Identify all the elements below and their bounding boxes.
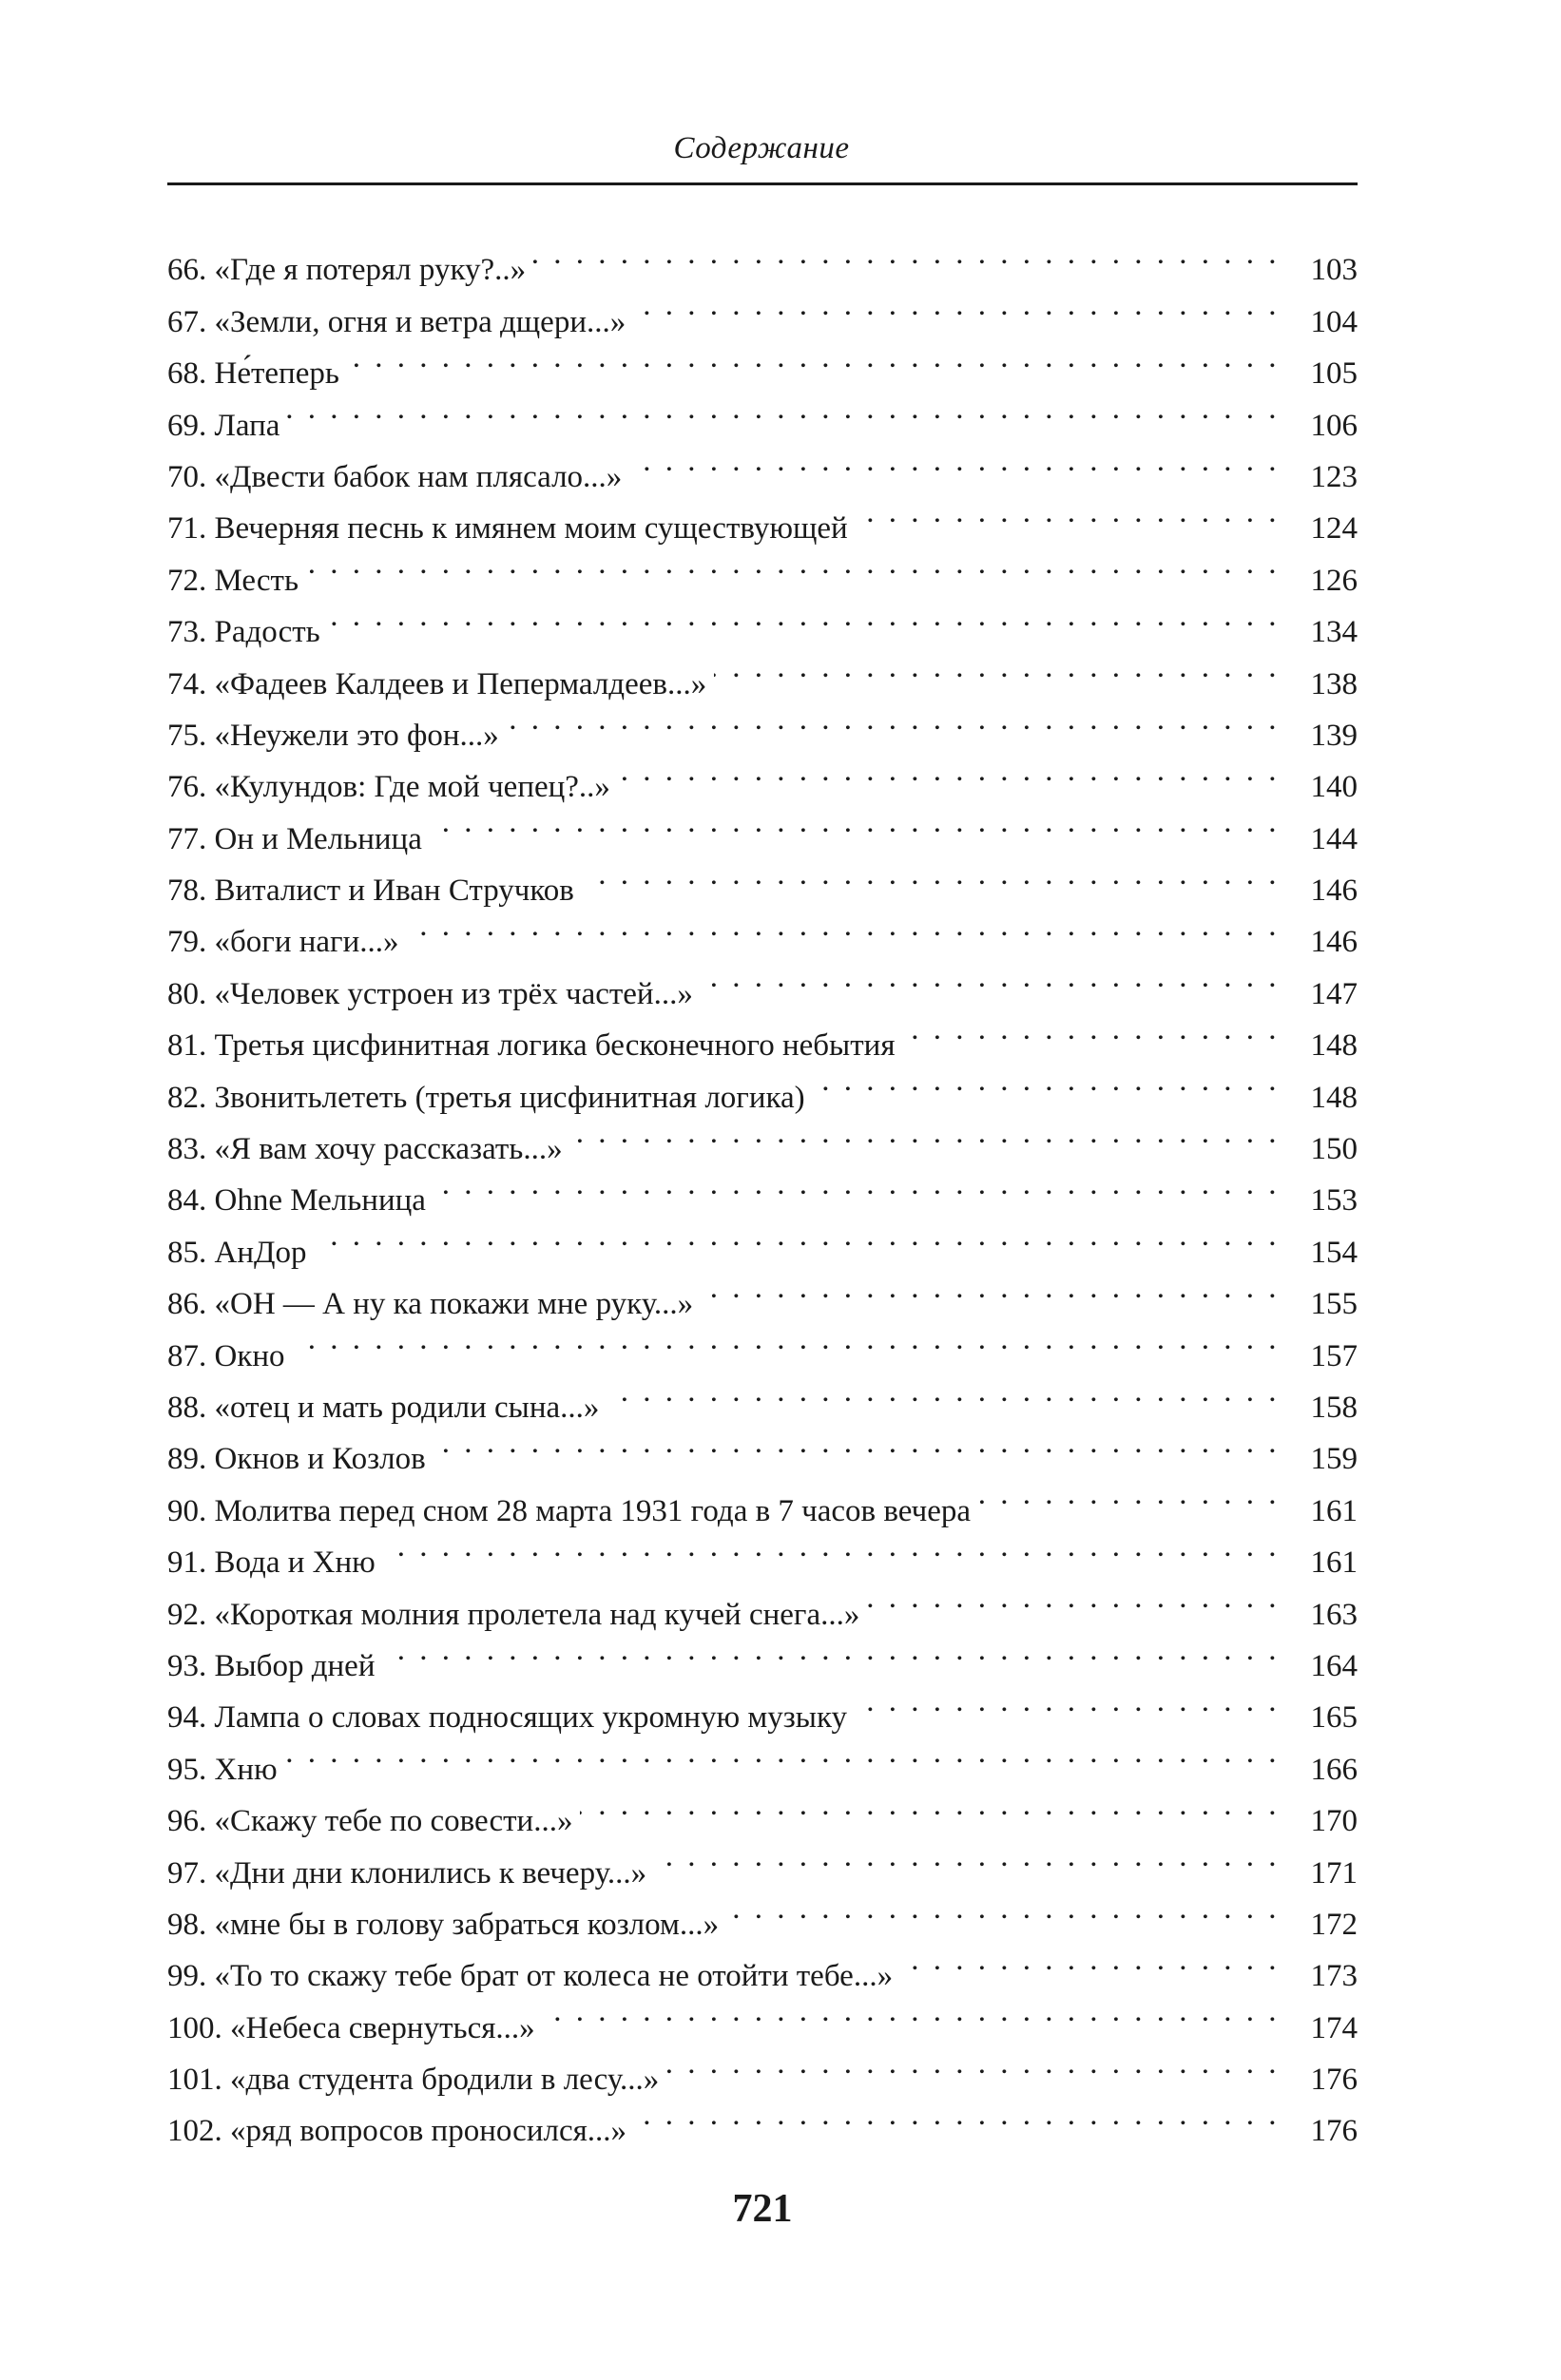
toc-entry-title: 97. «Дни дни клонились к вечеру...» [167, 1855, 647, 1891]
header-rule [167, 182, 1358, 185]
toc-entry [167, 383, 1358, 443]
dot-leader [507, 694, 1280, 745]
dot-leader [293, 1314, 1280, 1365]
toc-entry-page: 174 [1310, 2010, 1358, 2045]
dot-leader [287, 383, 1280, 434]
dot-leader [306, 538, 1280, 589]
toc-entry-title: 70. «Двести бабок нам плясало...» [167, 459, 623, 494]
dot-leader [633, 279, 1280, 331]
toc-entry-title: 83. «Я вам хочу рассказать...» [167, 1132, 563, 1167]
toc-entry-title: 84. Ohne Мельница [167, 1183, 426, 1219]
page-number: 721 [732, 2187, 793, 2231]
toc-entry-title: 78. Виталист и Иван Стручков [167, 873, 574, 909]
toc-entry-title: 93. Выбор дней [167, 1648, 376, 1683]
toc-entry-title: 82. Звонитьлететь (третья цисфинитная логика) [167, 1080, 805, 1115]
toc-entry [167, 1779, 1358, 1839]
toc-entry-page: 155 [1310, 1287, 1358, 1322]
dot-leader [570, 1107, 1280, 1159]
dot-leader [543, 1986, 1280, 2037]
toc-entry-page: 154 [1310, 1235, 1358, 1270]
dot-leader [634, 2089, 1280, 2140]
dot-leader [347, 332, 1280, 383]
toc-entry-title: 91. Вода и Хню [167, 1545, 376, 1581]
toc-entry-page: 150 [1310, 1132, 1358, 1167]
toc-entry-title: 77. Он и Мельница [167, 821, 422, 856]
toc-entry-title: 66. «Где я потерял руку?..» [167, 253, 527, 288]
toc-entry-title: 102. «ряд вопросов проносился...» [167, 2114, 627, 2149]
toc-entry-title: 79. «боги наги...» [167, 925, 399, 960]
toc-entry-title: 99. «То то скажу тебе брат от колеса не отойти тебе...» [167, 1959, 894, 1994]
toc-entry-title: 71. Вечерняя песнь к имянем моим существующей [167, 511, 848, 547]
toc-entry-title: 72. Месть [167, 563, 299, 598]
toc-entry-page: 176 [1310, 2063, 1358, 2098]
toc-entry-title: 76. «Кулундов: Где мой чепец?..» [167, 770, 610, 805]
toc-entry-title: 92. «Короткая молния пролетела над кучей снега...» [167, 1597, 860, 1632]
toc-entry-page: 157 [1310, 1338, 1358, 1373]
toc-entry [167, 1210, 1358, 1270]
toc-entry-title: 67. «Земли, огня и ветра дщери...» [167, 304, 626, 339]
dot-leader [430, 797, 1280, 848]
toc-entry [167, 538, 1358, 598]
toc-entry-title: 74. «Фадеев Калдеев и Пепермалдеев...» [167, 666, 707, 701]
toc-entry-title: 73. Радость [167, 615, 320, 650]
toc-entry-page: 104 [1310, 304, 1358, 339]
dot-leader [978, 1468, 1280, 1520]
toc-entry-page: 124 [1310, 511, 1358, 547]
toc-entry-page: 163 [1310, 1597, 1358, 1632]
dot-leader [701, 1262, 1280, 1314]
toc-entry-page: 161 [1310, 1493, 1358, 1528]
toc-entry-title: 68. Не́теперь [167, 356, 339, 392]
toc-entry-title: 87. Окно [167, 1338, 285, 1373]
dot-leader [285, 1727, 1280, 1778]
toc-entry [167, 1727, 1358, 1787]
dot-leader [726, 1883, 1280, 1934]
dot-leader [328, 590, 1280, 642]
dot-leader [382, 1624, 1280, 1676]
dot-leader [607, 1366, 1280, 1417]
toc-entry [167, 590, 1358, 650]
dot-leader [315, 1210, 1280, 1261]
toc-entry [167, 228, 1358, 288]
toc-entry-page: 166 [1310, 1752, 1358, 1787]
dot-leader [714, 642, 1280, 693]
running-head-title: Содержание [673, 131, 850, 165]
dot-leader [434, 1417, 1280, 1468]
dot-leader [666, 2038, 1280, 2089]
toc-entry-page: 159 [1310, 1442, 1358, 1477]
dot-leader [618, 745, 1280, 797]
dot-leader [434, 1159, 1280, 1210]
toc-entry-page: 103 [1310, 253, 1358, 288]
dot-leader [629, 435, 1280, 487]
toc-entry-page: 134 [1310, 615, 1358, 650]
toc-entry-page: 146 [1310, 873, 1358, 909]
toc-entry-title: 94. Лампа о словах подносящих укромную музыку [167, 1700, 848, 1736]
toc-entry-title: 96. «Скажу тебе по совести...» [167, 1804, 573, 1839]
toc-entry-page: 138 [1310, 666, 1358, 701]
toc-entry-page: 106 [1310, 408, 1358, 443]
dot-leader [867, 1572, 1280, 1623]
toc-entry-page: 123 [1310, 459, 1358, 494]
dot-leader [903, 1004, 1281, 1055]
toc-entry [167, 1366, 1358, 1425]
toc-entry-title: 89. Окнов и Козлов [167, 1442, 426, 1477]
toc-entry [167, 435, 1358, 494]
toc-entry-title: 98. «мне бы в голову забраться козлом...» [167, 1907, 720, 1942]
toc-entry-page: 148 [1310, 1080, 1358, 1115]
dot-leader [533, 228, 1280, 279]
toc-entry-page: 146 [1310, 925, 1358, 960]
toc-entry-title: 88. «отец и мать родили сына...» [167, 1390, 600, 1425]
toc-entry-title: 85. АнДор [167, 1235, 307, 1270]
toc-entry [167, 1262, 1358, 1322]
toc-entry-page: 148 [1310, 1028, 1358, 1064]
toc-entry-page: 126 [1310, 563, 1358, 598]
dot-leader [856, 487, 1280, 538]
toc-entry [167, 1314, 1358, 1373]
toc-entry-page: 158 [1310, 1390, 1358, 1425]
toc-entry-page: 164 [1310, 1648, 1358, 1683]
toc-entry-title: 101. «два студента бродили в лесу...» [167, 2063, 660, 2098]
toc-entry-page: 140 [1310, 770, 1358, 805]
toc-entry-title: 95. Хню [167, 1752, 278, 1787]
toc-entry-title: 69. Лапа [167, 408, 280, 443]
toc-entry-title: 100. «Небеса свернуться...» [167, 2010, 535, 2045]
toc-entry-page: 147 [1310, 976, 1358, 1011]
toc-entry-title: 75. «Неужели это фон...» [167, 718, 499, 753]
toc-entry-page: 173 [1310, 1959, 1358, 1994]
dot-leader [383, 1521, 1280, 1572]
dot-leader [813, 1055, 1280, 1106]
toc-entry-page: 170 [1310, 1804, 1358, 1839]
toc-entry-title: 90. Молитва перед сном 28 марта 1931 года в 7 часов вечера [167, 1493, 971, 1528]
table-of-contents [167, 228, 1358, 2149]
toc-entry-page: 171 [1310, 1855, 1358, 1891]
toc-entry-page: 139 [1310, 718, 1358, 753]
dot-leader [580, 1779, 1280, 1831]
toc-entry-page: 161 [1310, 1545, 1358, 1581]
toc-entry-page: 105 [1310, 356, 1358, 392]
dot-leader [701, 951, 1280, 1003]
toc-entry [167, 642, 1358, 701]
dot-leader [855, 1676, 1280, 1727]
toc-entry-page: 172 [1310, 1907, 1358, 1942]
toc-entry-page: 165 [1310, 1700, 1358, 1736]
dot-leader [654, 1831, 1280, 1882]
dot-leader [900, 1934, 1280, 1986]
toc-entry-page: 144 [1310, 821, 1358, 856]
dot-leader [582, 849, 1280, 900]
toc-entry-page: 153 [1310, 1183, 1358, 1219]
dot-leader [407, 900, 1281, 951]
toc-entry-title: 86. «ОН — А ну ка покажи мне руку...» [167, 1287, 694, 1322]
toc-entry-title: 80. «Человек устроен из трёх частей...» [167, 976, 693, 1011]
toc-entry-page: 176 [1310, 2114, 1358, 2149]
toc-entry-title: 81. Третья цисфинитная логика бесконечного небытия [167, 1028, 896, 1064]
